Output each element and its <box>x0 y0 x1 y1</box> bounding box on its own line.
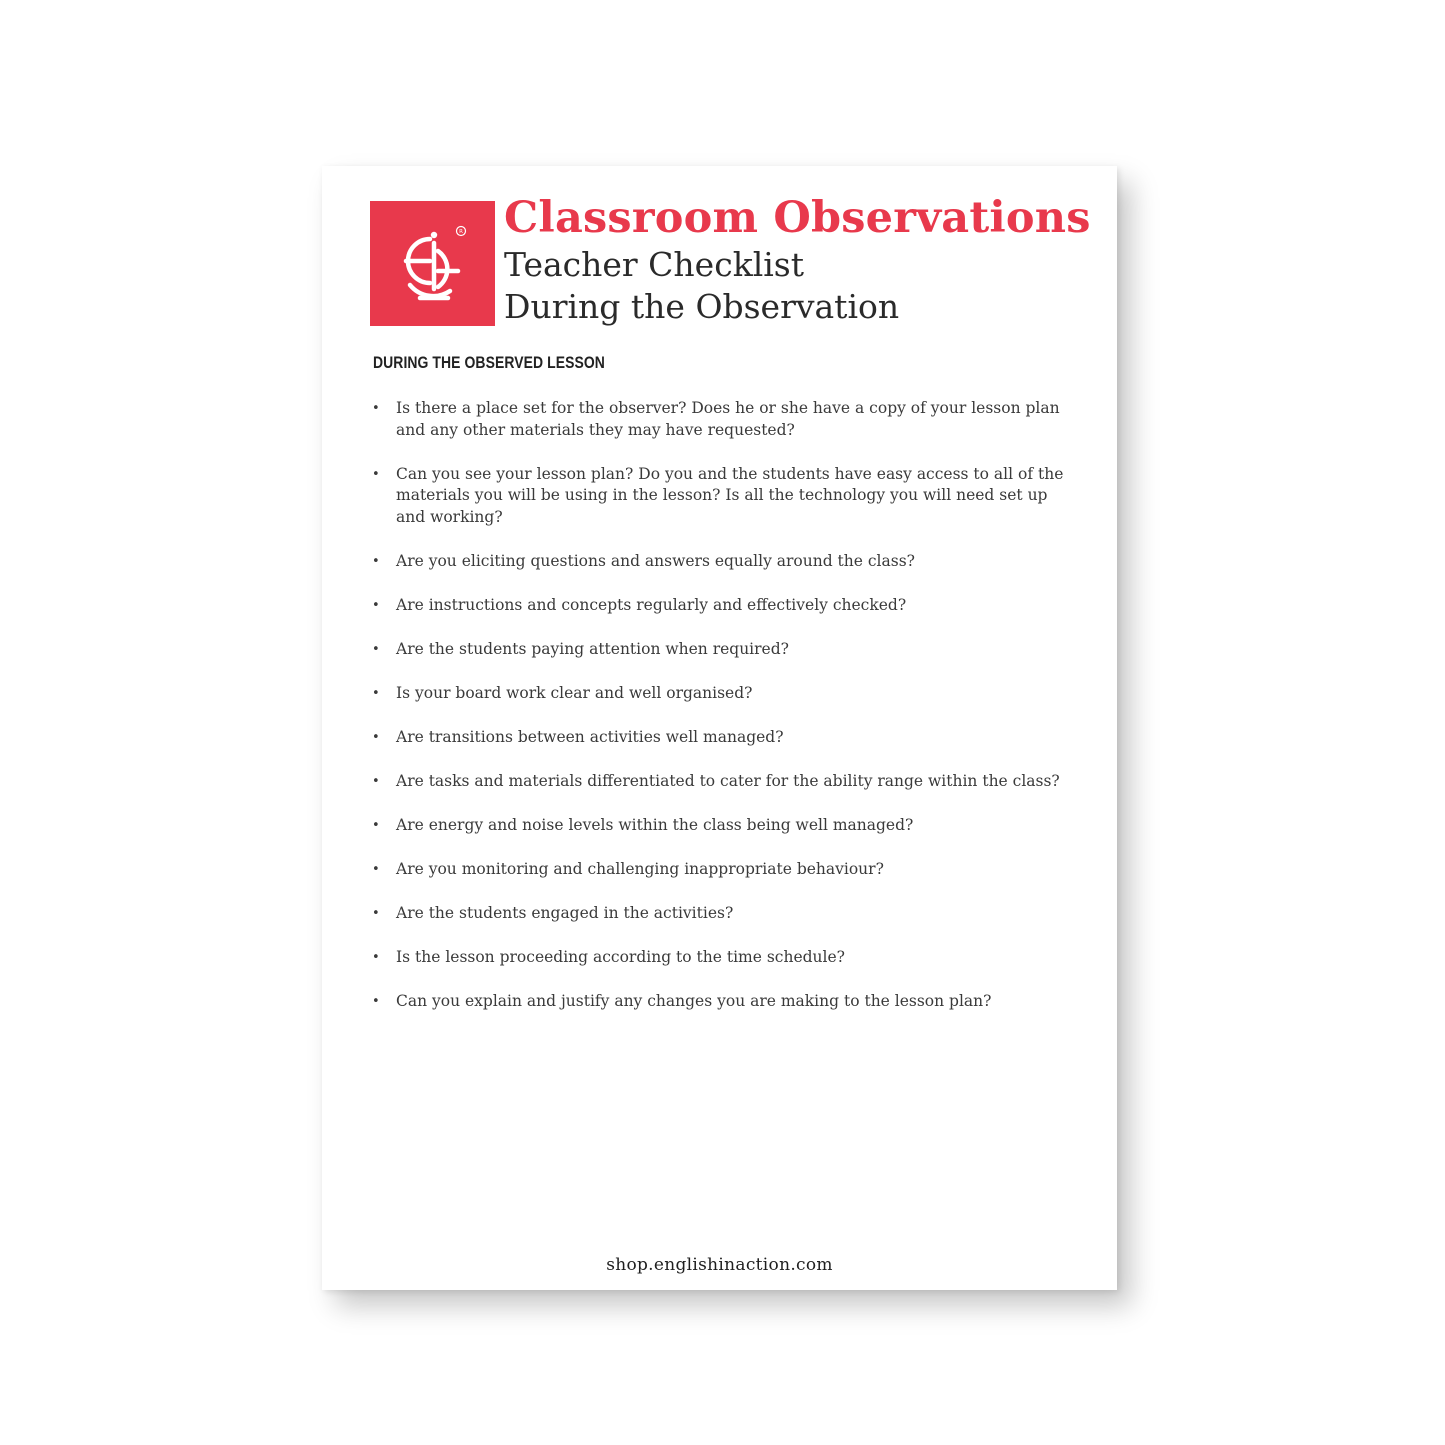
footer-url: shop.englishinaction.com <box>606 1255 833 1275</box>
checklist <box>370 398 1075 1035</box>
bullet-icon: • <box>372 773 380 789</box>
bullet-icon: • <box>372 401 380 416</box>
list-item-text: Can you see your lesson plan? Do you and the students have easy access to all of the materials you will be using in the lesson? Is all the technology you will need set up and working? <box>396 464 1064 526</box>
bullet-icon: • <box>372 597 380 613</box>
list-item <box>370 595 1075 617</box>
brand-logo <box>370 201 495 326</box>
list-item-text: Are you monitoring and challenging inappropriate behaviour? <box>396 859 884 878</box>
list-item-text: Are energy and noise levels within the class being well managed? <box>396 815 914 834</box>
document-sheet <box>322 166 1117 1290</box>
bullet-icon: • <box>372 993 380 1009</box>
list-item <box>370 903 1075 925</box>
list-item <box>370 815 1075 837</box>
svg-text:R: R <box>459 229 463 236</box>
bullet-icon: • <box>372 817 380 833</box>
bullet-icon: • <box>372 861 380 877</box>
bullet-icon: • <box>372 641 380 657</box>
list-item <box>370 683 1075 705</box>
list-item-text: Is there a place set for the observer? Does he or she have a copy of your lesson plan and any other materials they may have requested? <box>396 399 1060 439</box>
list-item <box>370 398 1075 441</box>
list-item <box>370 727 1075 749</box>
list-item-text: Are instructions and concepts regularly and effectively checked? <box>396 595 907 614</box>
list-item-text: Is your board work clear and well organised? <box>396 683 753 702</box>
bullet-icon: • <box>372 466 380 482</box>
list-item <box>370 947 1075 969</box>
bullet-icon: • <box>372 553 380 569</box>
list-item-text: Are the students engaged in the activities? <box>396 903 734 922</box>
list-item-text: Are tasks and materials differentiated to cater for the ability range within the class? <box>396 771 1060 790</box>
list-item-text: Are transitions between activities well managed? <box>396 727 784 746</box>
subtitle-line-1: Teacher Checklist <box>504 245 804 284</box>
list-item <box>370 639 1075 661</box>
list-item <box>370 551 1075 573</box>
bullet-icon: • <box>372 905 380 921</box>
bullet-icon: • <box>372 685 380 701</box>
list-item <box>370 464 1075 529</box>
page-title: Classroom Observations <box>504 193 1091 243</box>
list-item-text: Are the students paying attention when required? <box>396 639 789 658</box>
list-item <box>370 859 1075 881</box>
list-item-text: Are you eliciting questions and answers equally around the class? <box>396 551 915 570</box>
bullet-icon: • <box>372 949 380 965</box>
bullet-icon: • <box>372 729 380 745</box>
list-item-text: Can you explain and justify any changes you are making to the lesson plan? <box>396 991 992 1010</box>
section-heading: DURING THE OBSERVED LESSON <box>373 353 605 372</box>
eia-globe-logo-icon <box>370 201 495 326</box>
list-item <box>370 991 1075 1013</box>
list-item-text: Is the lesson proceeding according to the time schedule? <box>396 947 845 966</box>
list-item <box>370 771 1075 793</box>
subtitle-line-2: During the Observation <box>504 287 900 326</box>
title-block <box>504 192 1104 328</box>
